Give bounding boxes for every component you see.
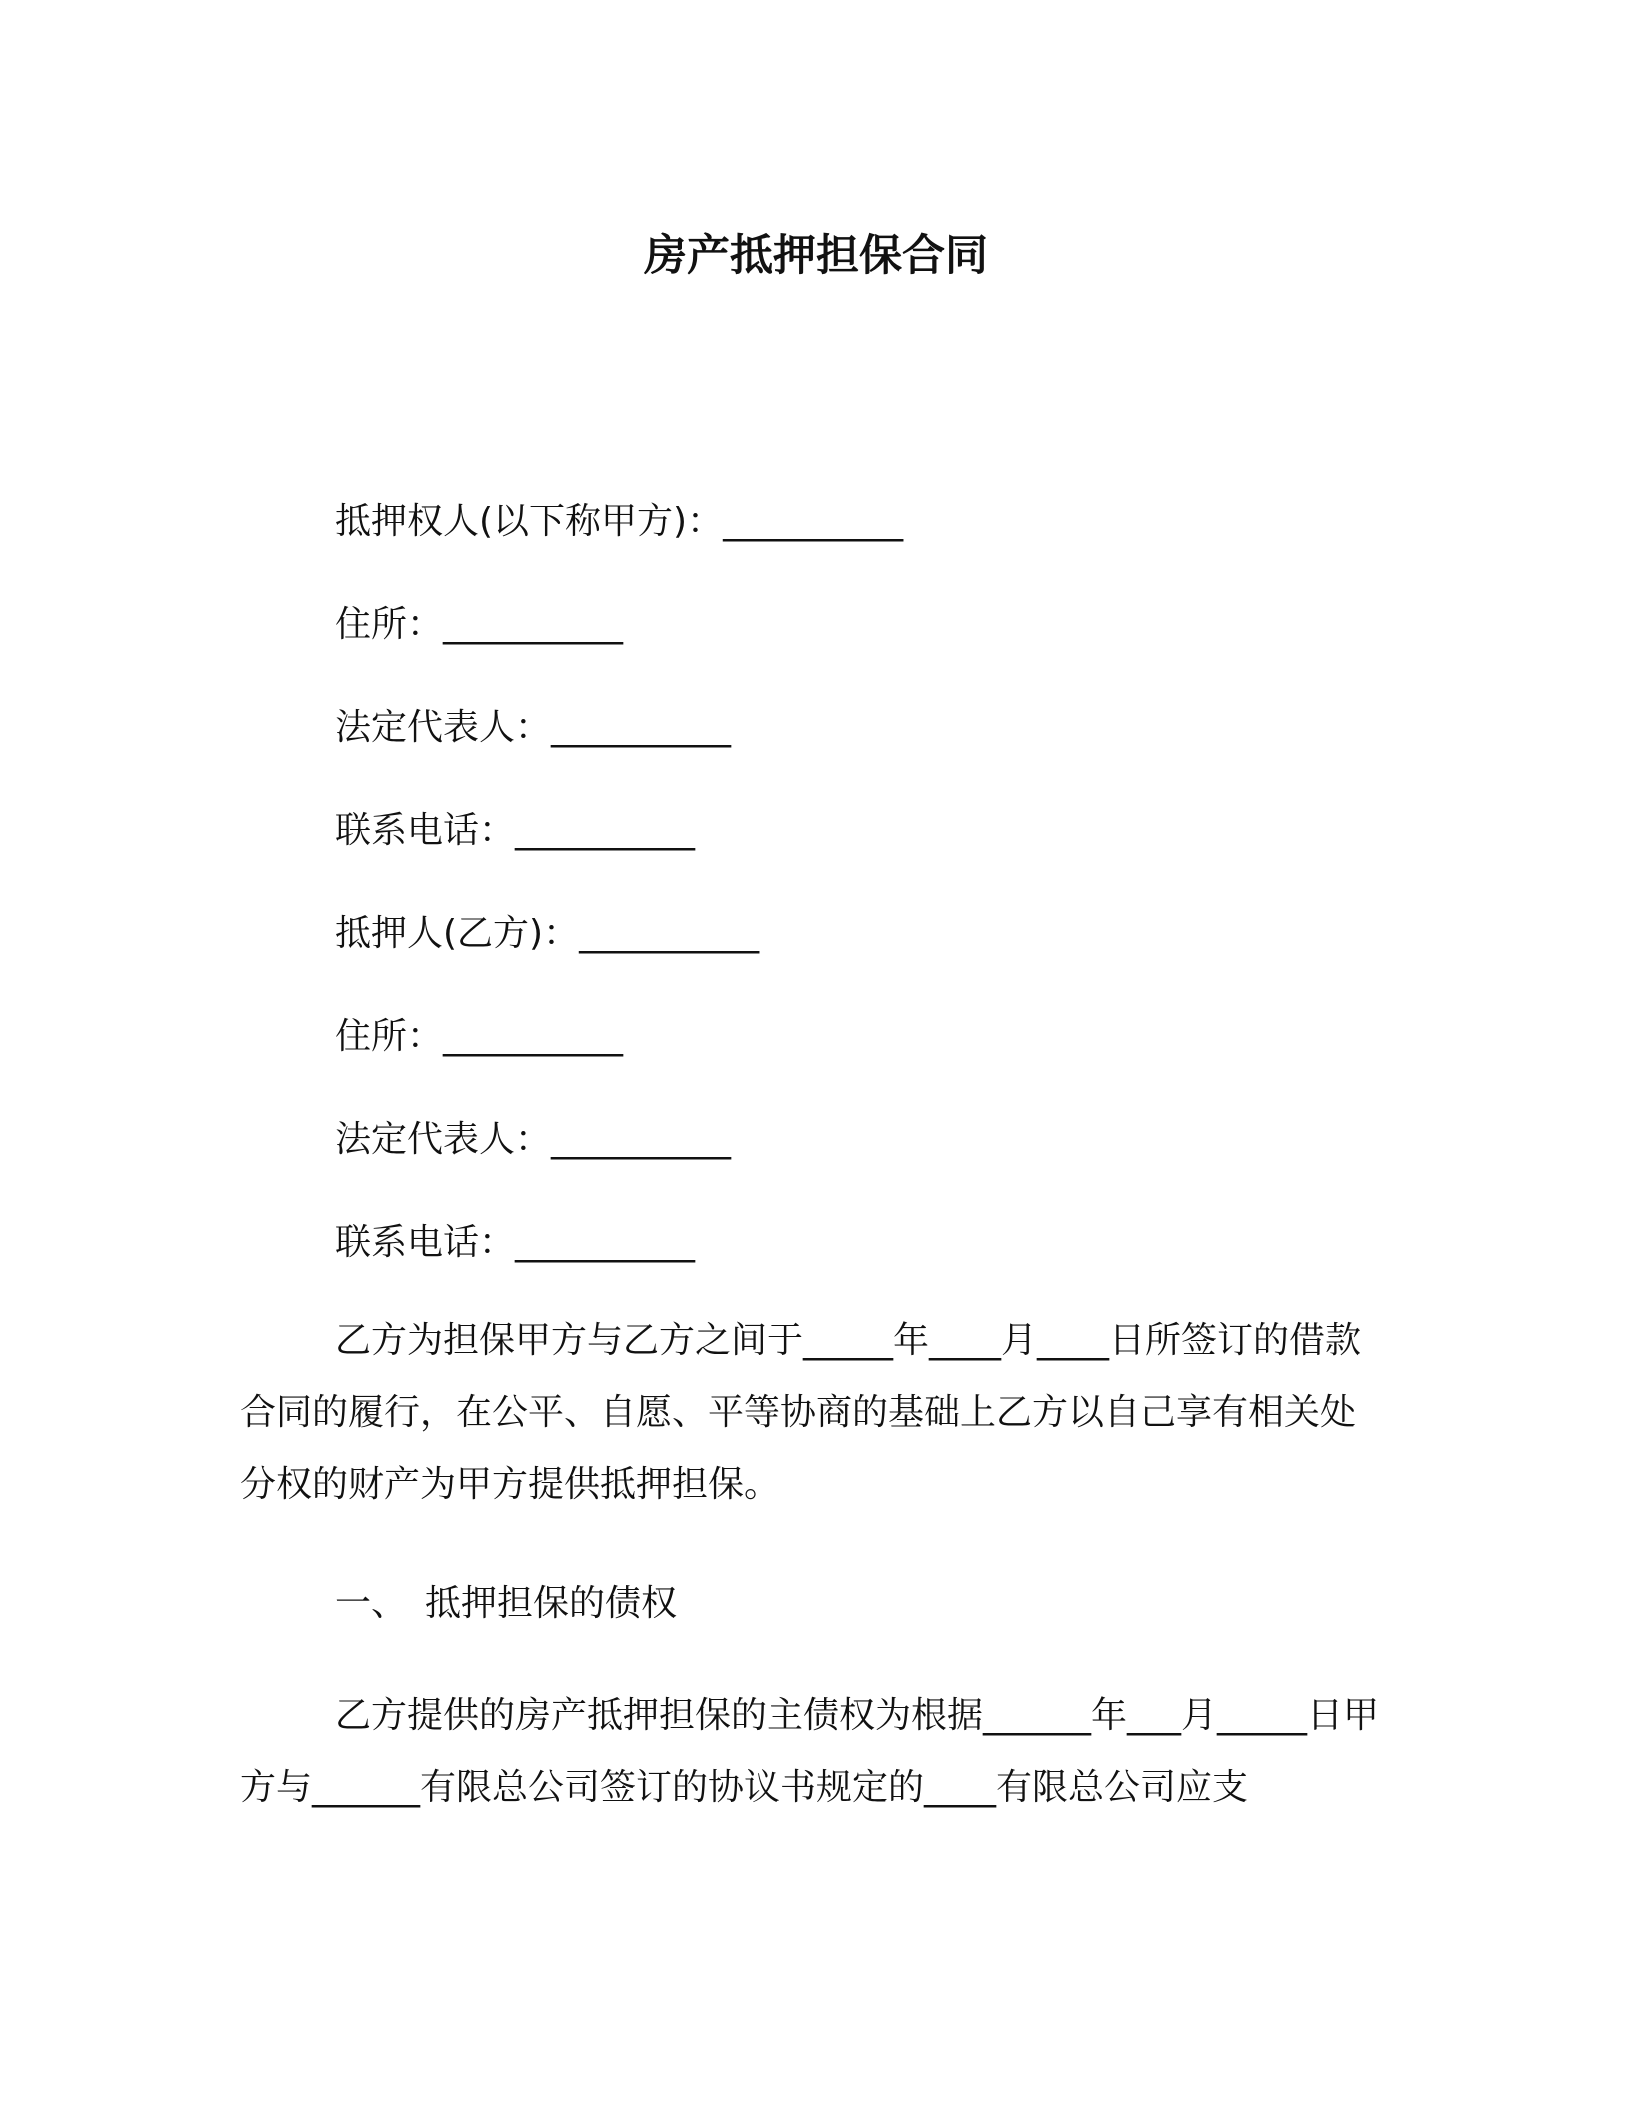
- mortgagee-legal-rep-field: 法定代表人：__________: [335, 707, 732, 748]
- mortgagor-name-field: 抵押人(乙方)：__________: [335, 913, 760, 954]
- document-title: 房产抵押担保合同: [644, 231, 988, 281]
- section-heading: [335, 1575, 677, 1626]
- intro-paragraph: 乙方为担保甲方与乙方之间于_____年____月____日所签订的借款合同的履行，在公平、自愿、平等协商的基础上乙方以自己享有相关处分权的财产为甲方提供抵押担保。: [240, 1320, 1362, 1505]
- section-number: 一、: [335, 1583, 408, 1624]
- mortgagor-phone-field: 联系电话：__________: [335, 1222, 696, 1263]
- mortgagor-address-field: 住所：__________: [335, 1016, 624, 1057]
- mortgagor-legal-rep-field: 法定代表人：__________: [335, 1119, 732, 1160]
- mortgagee-name-field: 抵押权人(以下称甲方)：__________: [335, 501, 904, 542]
- mortgagee-address-field: 住所：__________: [335, 604, 624, 645]
- mortgagee-phone-field: 联系电话：__________: [335, 810, 696, 851]
- section-paragraph: 乙方提供的房产抵押担保的主债权为根据______年___月_____日甲方与______有限总公司签订的协议书规定的____有限总公司应支: [240, 1695, 1380, 1808]
- section-title: 抵押担保的债权: [425, 1583, 678, 1624]
